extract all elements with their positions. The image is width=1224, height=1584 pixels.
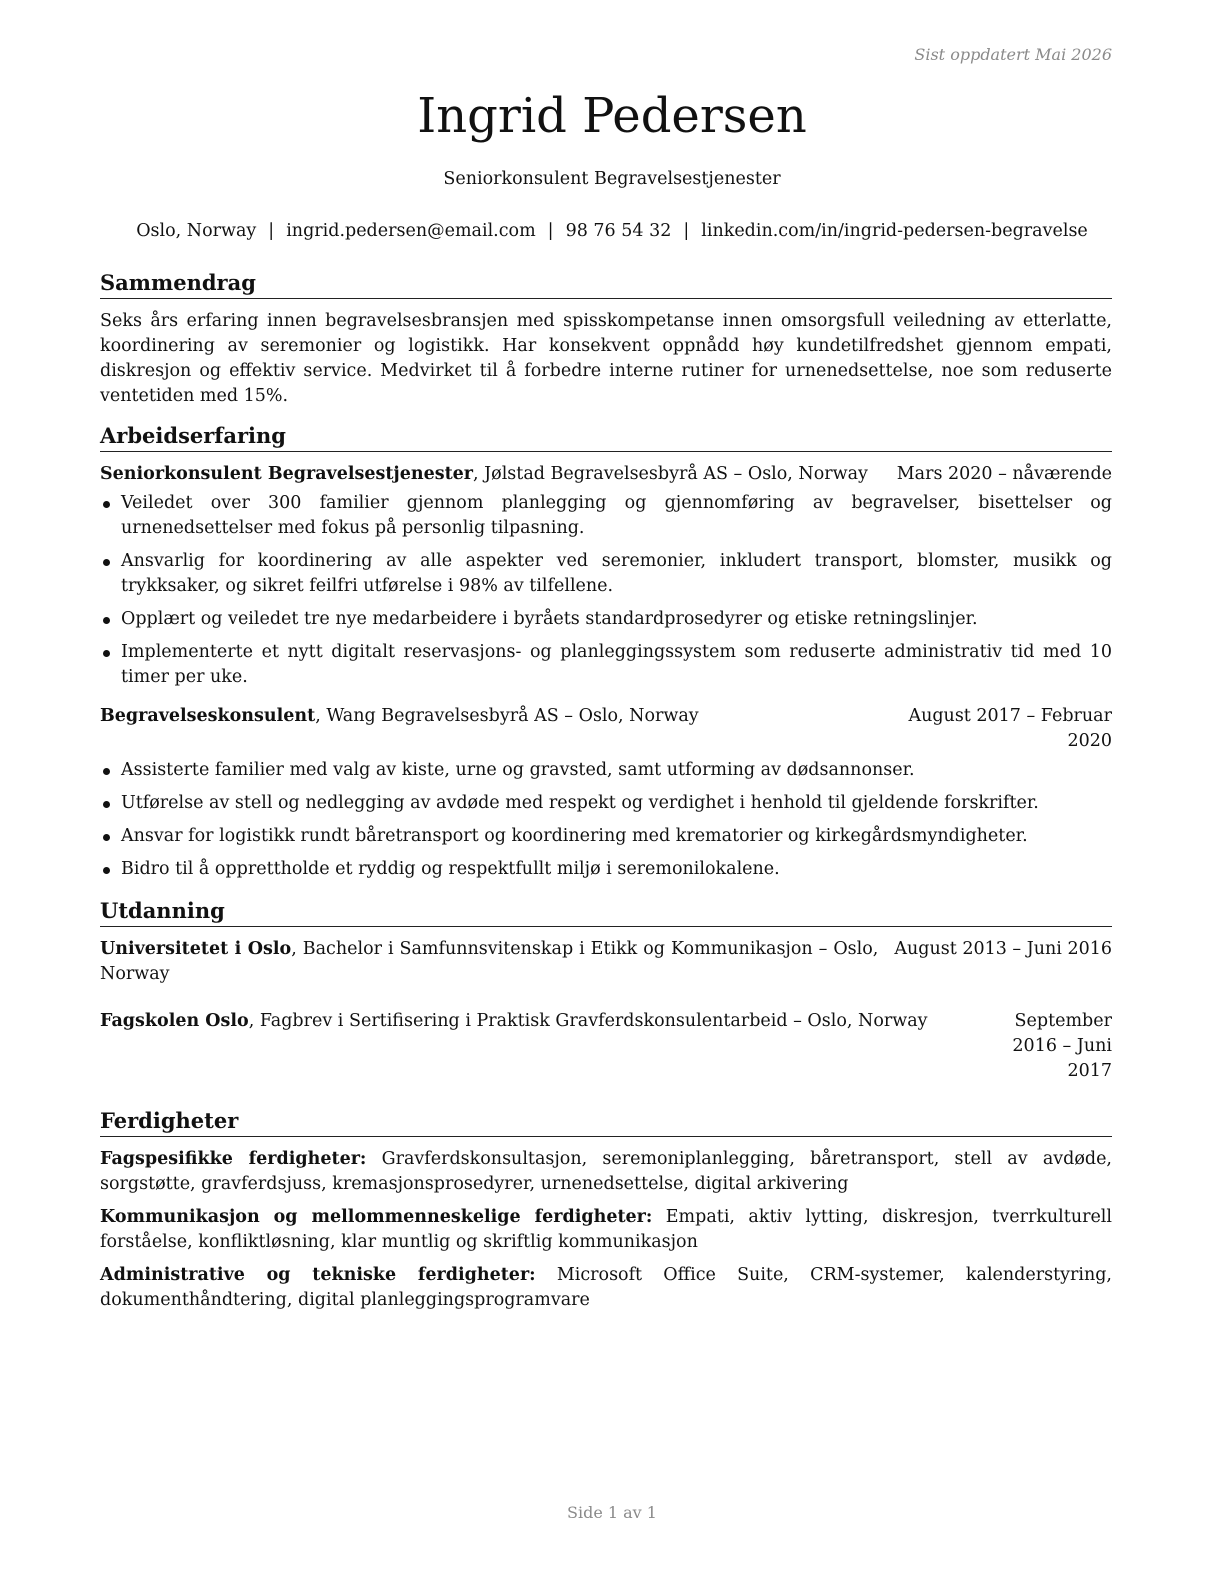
summary-heading: Sammendrag [100,268,1112,299]
bullet-dot-icon [103,834,110,841]
bullet-dot-icon [103,768,110,775]
contact-separator: | [268,221,275,241]
experience-heading: Arbeidserfaring [100,421,1112,452]
bullet-text: Utførelse av stell og nedlegging av avdøde med respekt og verdighet i henhold til gjeldende forskrifter. [121,793,1039,813]
bullet-item [100,824,1112,849]
education-text [100,937,878,987]
skill-label: Fagspesifikke ferdigheter: [100,1149,367,1169]
job-title-line [100,704,862,729]
bullet-text: Implementerte et nytt digitalt reservasjons- og planleggingssystem som reduserte administrativ tid med 10 timer per uke. [121,642,1112,687]
bullet-item [100,791,1112,816]
contact-separator: | [547,221,554,241]
education-school: Fagskolen Oslo [100,1011,249,1031]
job-employer: , Wang Begravelsesbyrå AS – Oslo, Norway [315,706,699,726]
bullet-text: Ansvarlig for koordinering av alle aspekter ved seremonier, inkludert transport, blomster, musikk og trykksaker, og sikret feilfri utførelse i 98% av tilfellene. [121,551,1112,596]
bullet-dot-icon [103,650,110,657]
contact-line [0,219,1224,244]
bullet-dot-icon [103,559,110,566]
job-employer: , Jølstad Begravelsesbyrå AS – Oslo, Norway [473,464,868,484]
education-entry [100,937,1112,987]
skill-group [100,1205,1112,1255]
bullet-text: Ansvar for logistikk rundt båretransport og koordinering med krematorier og kirkegårdsmyndigheter. [121,826,1028,846]
education-school: Universitetet i Oslo [100,939,292,959]
bullet-dot-icon [103,501,110,508]
bullet-text: Bidro til å opprettholde et ryddig og respektfullt miljø i seremonilokalene. [121,859,780,879]
skill-label: Administrative og tekniske ferdigheter: [100,1265,536,1285]
bullet-text: Veiledet over 300 familier gjennom planlegging og gjennomføring av begravelser, bisettelser og urnenedsettelser med fokus på personlig tilpasning. [121,493,1112,538]
education-detail: , Bachelor i Samfunnsvitenskap i Etikk og Kommunikasjon – Oslo, Norway [100,939,879,984]
bullet-item [100,607,1112,632]
summary-section [100,268,1112,409]
job-dates: August 2017 – Februar 2020 [908,706,1112,751]
job-dates: Mars 2020 – nåværende [896,464,1112,484]
candidate-title: Seniorkonsulent Begravelsestjenester [443,169,781,189]
bullet-text: Assisterte familier med valg av kiste, urne og gravsted, samt utforming av dødsannonser. [121,760,915,780]
job-bullets [100,758,1112,882]
education-heading: Utdanning [100,896,1112,927]
bullet-text: Opplært og veiledet tre nye medarbeidere i byråets standardprosedyrer og etiske retningslinjer. [121,609,978,629]
bullet-item [100,491,1112,541]
skill-text: Microsoft Office Suite, CRM-systemer, kalenderstyring, dokumenthåndtering, digital planleggingsprogramvare [100,1265,1112,1310]
candidate-name: Ingrid Pedersen [417,88,807,144]
education-dates: August 2013 – Juni 2016 [894,939,1112,959]
job-header [100,462,1112,487]
skill-group [100,1263,1112,1313]
bullet-item [100,549,1112,599]
resume-body [100,268,1112,1325]
bullet-item [100,640,1112,690]
bullet-item [100,758,1112,783]
job-role: Begravelseskonsulent [100,706,316,726]
contact-email[interactable]: ingrid.pedersen@email.com [286,221,536,241]
page-number: Side 1 av 1 [567,1503,657,1522]
experience-section [100,421,1112,882]
contact-location: Oslo, Norway [136,221,257,241]
education-entry [100,1009,1112,1084]
skill-text: Gravferdskonsultasjon, seremoniplanlegging, båretransport, stell av avdøde, sorgstøtte, gravferdsjuss, kremasjonsprosedyrer, urnenedsettelse, digital arkivering [100,1149,1112,1194]
contact-separator: | [683,221,690,241]
bullet-dot-icon [103,801,110,808]
summary-text: Seks års erfaring innen begravelsesbransjen med spisskompetanse innen omsorgsfull veiledning av etterlatte, koordinering av seremonier og logistikk. Har konsekvent oppnådd høy kundetilfredshet gjennom empati, diskresjon og effektiv service. Medvirket til å forbedre interne rutiner for urnenedsettelse, noe som reduserte ventetiden med 15%. [100,311,1112,406]
education-text [100,1009,966,1034]
education-section [100,896,1112,1084]
job-entry [100,704,1112,882]
last-updated: Sist oppdatert Mai 2026 [914,45,1112,64]
job-header [100,704,1112,754]
skill-group [100,1147,1112,1197]
contact-phone: 98 76 54 32 [565,221,672,241]
education-detail: , Fagbrev i Sertifisering i Praktisk Gravferdskonsulentarbeid – Oslo, Norway [248,1011,928,1031]
job-entry [100,462,1112,690]
skills-section [100,1106,1112,1313]
job-title-line [100,462,881,487]
skills-heading: Ferdigheter [100,1106,1112,1137]
skill-text: Empati, aktiv lytting, diskresjon, tverrkulturell forståelse, konfliktløsning, klar muntlig og skriftlig kommunikasjon [100,1207,1113,1252]
skill-label: Kommunikasjon og mellommenneskelige ferdigheter: [100,1207,653,1227]
contact-linkedin[interactable]: linkedin.com/in/ingrid-pedersen-begravelse [701,221,1088,241]
bullet-item [100,857,1112,882]
job-role: Seniorkonsulent Begravelsestjenester [100,464,474,484]
job-bullets [100,491,1112,690]
bullet-dot-icon [103,867,110,874]
bullet-dot-icon [103,617,110,624]
education-dates: September 2016 – Juni 2017 [1012,1011,1112,1081]
